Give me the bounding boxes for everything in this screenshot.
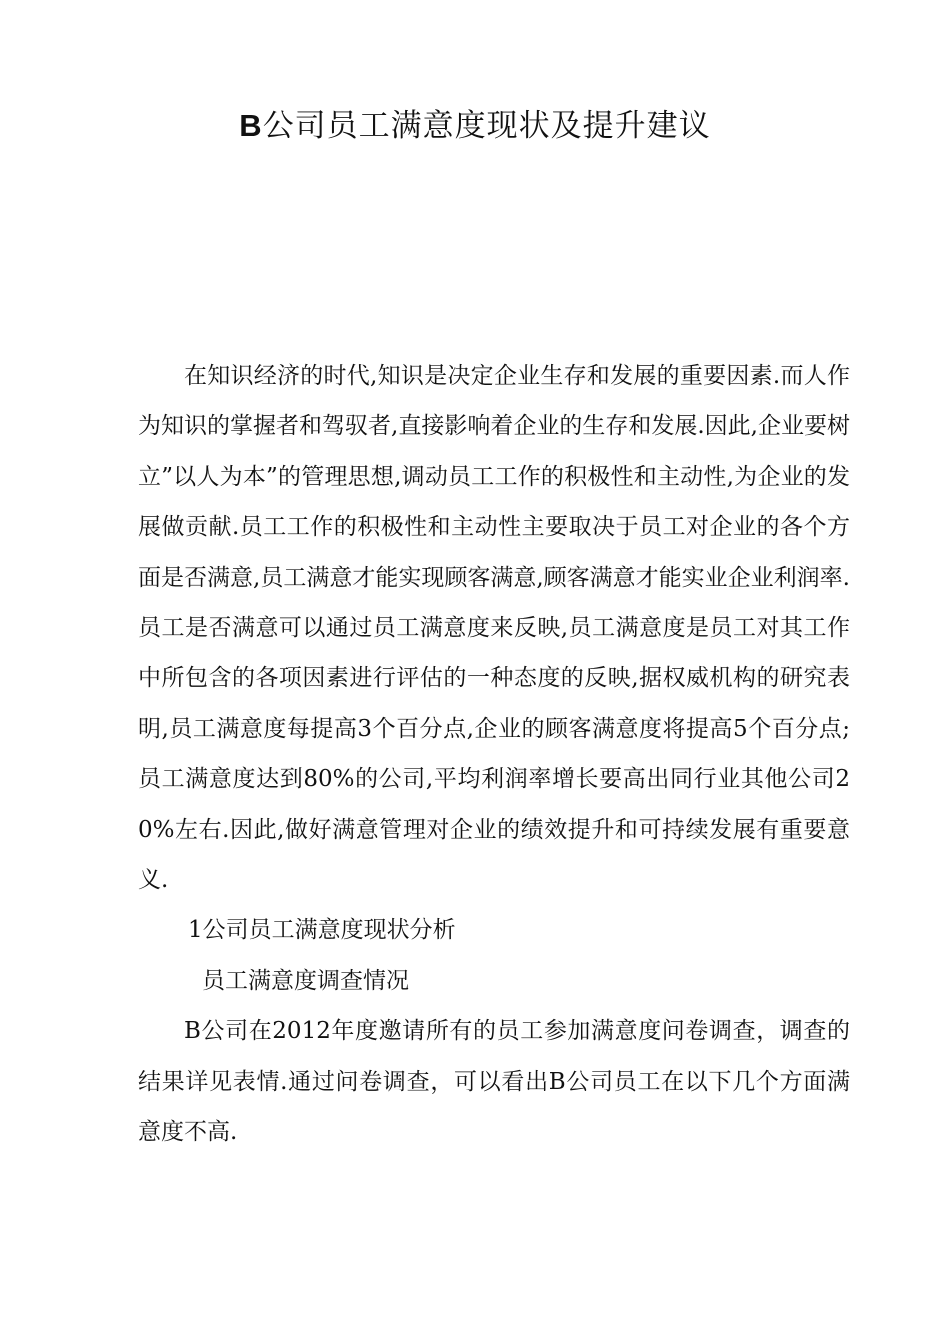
document-title-text: 公司员工满意度现状及提升建议 (262, 108, 711, 144)
document-body (138, 351, 850, 1158)
subsection-heading: 员工满意度调查情况 (202, 967, 409, 994)
document-title (0, 104, 950, 148)
section-heading: 1公司员工满意度现状分析 (188, 917, 456, 944)
document-title-lead: B (239, 108, 263, 143)
intro-paragraph: 在知识经济的时代,知识是决定企业生存和发展的重要因素.而人作为知识的掌握者和驾驭者,直接影响着企业的生存和发展.因此,企业要树立”以人为本”的管理思想,调动员工工作的积极性和主动性,为企业的发展做贡献.员工工作的积极性和主动性主要取决于员工对企业的各个方面是否满意,员工满意才能实现顾客满意,顾客满意才能实业企业利润率.员工是否满意可以通过员工满意度来反映,员工满意度是员工对其工作中所包含的各项因素进行评估的一种态度的反映,据权威机构的研究表明,员工满意度每提高3个百分点,企业的顾客满意度将提高5个百分点;员工满意度达到80%的公司,平均利润率增长要高出同行业其他公司20%左右.因此,做好满意管理对企业的绩效提升和可持续发展有重要意义. (138, 363, 850, 894)
survey-paragraph: B公司在2012年度邀请所有的员工参加满意度问卷调查，调查的结果详见表情.通过问卷调查，可以看出B公司员工在以下几个方面满意度不高. (138, 1018, 850, 1146)
